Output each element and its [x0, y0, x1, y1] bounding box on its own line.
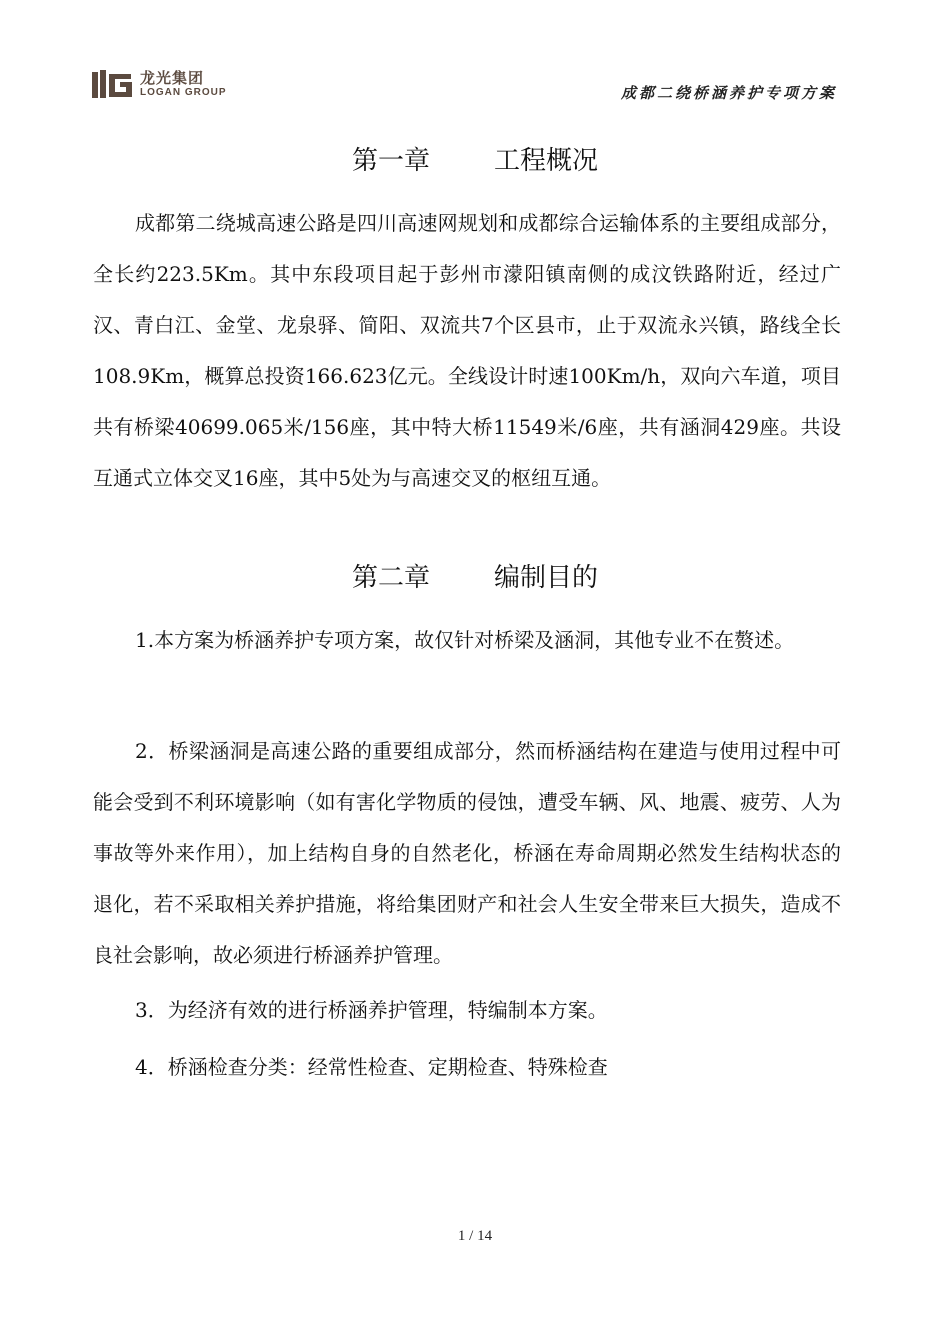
chapter-1-paragraph: 成都第二绕城高速公路是四川高速网规划和成都综合运输体系的主要组成部分，全长约223.5Km。其中东段项目起于彭州市濛阳镇南侧的成汶铁路附近，经过广汉、青白江、金堂、龙泉驿、简阳、双流共7个区县市，止于双流永兴镇，路线全长108.9Km，概算总投资166.623亿元。全线设计时速100Km/h，双向六车道，项目共有桥梁40699.065米/156座，其中特大桥11549米/6座，共有涵洞429座。共设互通式立体交叉16座，其中5处为与高速交叉的枢纽互通。 — [93, 211, 841, 490]
chapter-2-item-4: 4．桥涵检查分类：经常性检查、定期检查、特殊检查 — [135, 1055, 608, 1079]
logo-chinese-text: 龙光集团 — [140, 69, 205, 87]
chapter-1-heading — [0, 140, 950, 177]
logan-logo-icon — [91, 68, 135, 101]
document-title: 成都二绕桥涵养护专项方案 — [620, 84, 837, 102]
chapter-2-title: 编制目的 — [494, 563, 599, 593]
page-header — [0, 0, 950, 110]
page-number: 1 / 14 — [457, 1228, 493, 1244]
logo-english-text: LOGAN GROUP — [140, 87, 227, 98]
chapter-1-number: 第一章 — [351, 146, 430, 176]
chapter-1-title: 工程概况 — [494, 146, 599, 176]
chapter-2-item-3: 3．为经济有效的进行桥涵养护管理，特编制本方案。 — [135, 998, 608, 1022]
chapter-2-number: 第二章 — [351, 563, 430, 593]
chapter-2-heading — [0, 557, 950, 594]
company-logo — [91, 68, 239, 101]
chapter-2-item-2: 2．桥梁涵洞是高速公路的重要组成部分，然而桥涵结构在建造与使用过程中可能会受到不利环境影响（如有害化学物质的侵蚀，遭受车辆、风、地震、疲劳、人为事故等外来作用），加上结构自身的自然老化，桥涵在寿命周期必然发生结构状态的退化，若不采取相关养护措施，将给集团财产和社会人生安全带来巨大损失，造成不良社会影响，故必须进行桥涵养护管理。 — [93, 739, 841, 967]
chapter-2-item-1: 1.本方案为桥涵养护专项方案，故仅针对桥梁及涵洞，其他专业不在赘述。 — [135, 628, 795, 652]
